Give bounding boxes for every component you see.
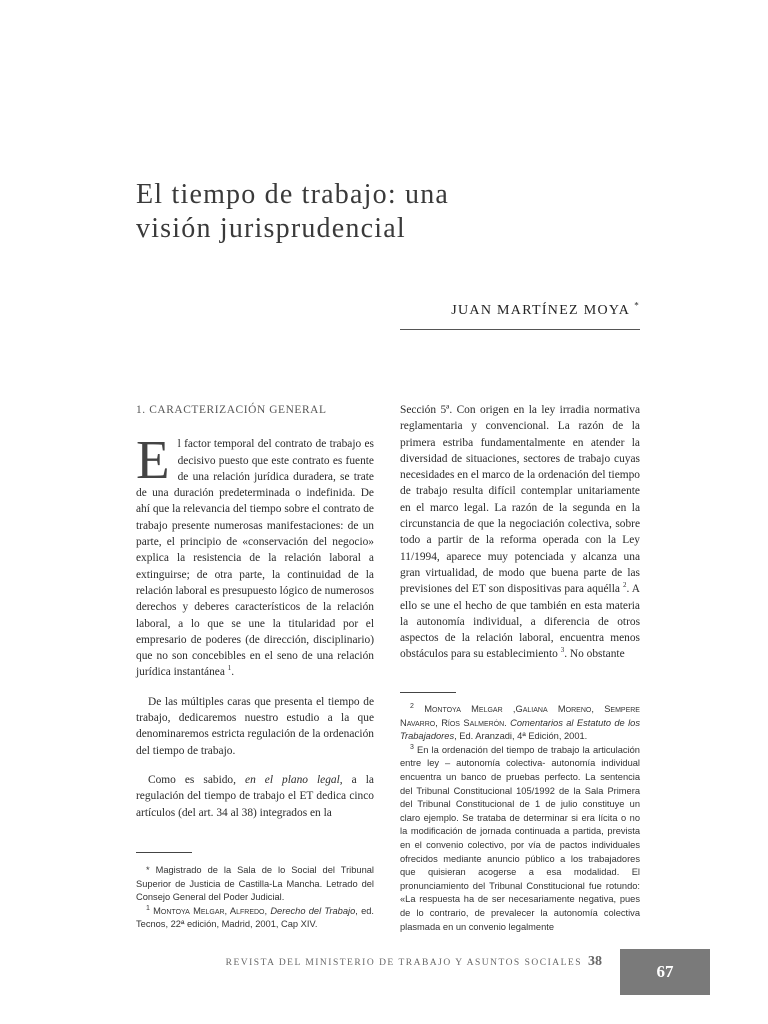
paragraph-1: El factor temporal del contrato de trabajo es decisivo puesto que este contrato es fuente de una relación jurídica duradera, se trate de una duración predeterminada o indefinida. De ahí que la relevancia del tiempo sobre el contrato de trabajo presente numerosas manifestaciones: de un parte, el principio de «conservación del negocio» explica la resistencia de la relación laboral a extinguirse; de otra parte, la continuidad de la relación laboral es presupuesto lógico de numerosos derechos y deberes característicos de la relación laboral, a lo que se une la titularidad por el empresario de poderes (de dirección, disciplinario) que no son concebibles en el seno de una relación jurídica instantánea $^1$. [136, 429, 374, 679]
issue-number: 38 [588, 954, 602, 969]
paragraph-3-end: , a la regulación del tiempo de trabajo el ET dedica cinco artículos (del art. 34 al 38) integrados en la [136, 773, 374, 819]
right-column [400, 402, 640, 663]
footnote-2-title: Comentarios al Estatuto de los Trabajadores [400, 717, 640, 742]
author-byline [400, 300, 640, 319]
paragraph-4-text-c: . No obstante [564, 648, 625, 661]
footnote-3-number: 3 [410, 743, 414, 751]
footnotes-left [136, 864, 374, 932]
footnote-2-number: 2 [410, 702, 414, 710]
running-footer [200, 954, 602, 970]
footnote-divider-right [400, 692, 456, 693]
footnote-ref-2: 2 [623, 581, 627, 590]
footnote-1-rest: , ed. Tecnos, 22ª edición, Madrid, 2001, Cap XIV. [136, 905, 375, 930]
footnote-1-title: Derecho del Trabajo [270, 905, 356, 916]
footnote-1-number: 1 [146, 904, 150, 912]
footnote-ref-3: 3 [560, 646, 565, 655]
footnote-2 [400, 703, 640, 744]
title-line-1: El tiempo de trabajo: una [136, 179, 450, 210]
journal-name: REVISTA DEL MINISTERIO DE TRABAJO Y ASUNTOS SOCIALES [225, 958, 582, 968]
footnote-ref-1: 1 [227, 664, 232, 673]
footnote-2-authors: Montoya Melgar ,Galiana Moreno, Sempere Navarro, Ríos Salmerón. [400, 704, 640, 728]
paragraph-3-emphasis: en el plano legal [245, 773, 340, 786]
paragraph-1-text: l factor temporal del contrato de trabajo es decisivo puesto que este contrato es fuente de una relación jurídica duradera, se trate de una duración predeterminada o indefinida. De ahí que la relevancia del tiempo sobre el contrato de trabajo presente numerosas manifestaciones: de un parte, el principio de «conservación del negocio» explica la resistencia de la relación laboral a extinguirse; de otra parte, la continuidad de la relación laboral es presupuesto lógico de numerosos derechos y deberes característicos de la relación laboral, a lo que se une la titularidad por el empresario de poderes (de dirección, disciplinario) que no son concebibles en el seno de una relación jurídica instantánea [136, 438, 374, 679]
footnote-1 [136, 905, 374, 932]
footnote-3 [400, 744, 640, 934]
section-heading: 1. CARACTERIZACIÓN GENERAL [136, 404, 327, 416]
author-name: JUAN MARTÍNEZ MOYA [451, 303, 630, 318]
paragraph-4-text-b: . A ello se une el hecho de que también en esta materia la autonomía individual, a diferencia de otros aspectos de la relación laboral, encuentra menos obstáculos para su establecimiento [400, 583, 640, 661]
left-column [136, 402, 374, 821]
footnote-1-author: Montoya Melgar, Alfredo, [153, 905, 268, 916]
footnote-divider-left [136, 852, 192, 853]
article-title [136, 178, 656, 246]
footnote-3-text: En la ordenación del tiempo de trabajo la articulación entre ley – autonomía colectiva- autonomía individual encuentra un banco de pruebas perfecto. La sentencia del Tribunal Constitucional 105/1992 de la Sala Primera del Tribunal Constitucional de 1 de julio constituye un claro ejemplo. Se trataba de determinar si era lícita o no la modificación de jornada continuada a partida, prevista en el convenio colectivo, por vía de pactos individuales ofrecidos mediante anuncio público a los trabajadores que quisieran acogerse a esa modalidad. El pronunciamiento del Tribunal Constitucional fue rotundo: «La respuesta ha de ser necesariamente negativa, pues de lo contrario, de prevalecer la autonomía colectiva plasmada en un convenio legalmente [400, 744, 640, 932]
footnote-star: * Magistrado de la Sala de lo Social del Tribunal Superior de Justicia de Castilla-La Mancha. Letrado del Consejo General del Poder Judicial. [136, 865, 374, 903]
title-line-2: visión jurisprudencial [136, 213, 406, 244]
paragraph-4 [400, 402, 640, 663]
paragraph-2: De las múltiples caras que presenta el tiempo de trabajo, dedicaremos nuestro estudio a la que denominaremos estricta regulación de la ordenación del tiempo de trabajo. [136, 695, 374, 757]
paragraph-3-start: Como es sabido, [148, 773, 236, 786]
page-number: 67 [656, 962, 674, 981]
footnotes-right [400, 703, 640, 934]
author-footnote-mark: * [634, 300, 640, 311]
footnote-2-rest: , Ed. Aranzadi, 4ª Edición, 2001. [454, 731, 588, 742]
paragraph-4-text-a: Sección 5ª. Con origen en la ley irradia normativa reglamentaria y convencional. La razón de la primera estriba fundamentalmente en atender la diversidad de situaciones, sectores de trabajo cuyas necesidades en el marco de la ordenación del tiempo de trabajo resulta difícil contemplar unitariamente en el marco legal. La razón de la segunda en la circunstancia de que la negociación colectiva, sobre todo a partir de la reforma operada con la Ley 11/1994, aparece muy potenciada y alcanza una gran virtualidad, de modo que buena parte de las previsiones del ET son dispositivas para aquélla [400, 404, 640, 596]
paragraph-3 [136, 772, 374, 821]
drop-cap: E [136, 429, 170, 491]
page-number-box [620, 949, 710, 995]
author-divider [400, 329, 640, 330]
